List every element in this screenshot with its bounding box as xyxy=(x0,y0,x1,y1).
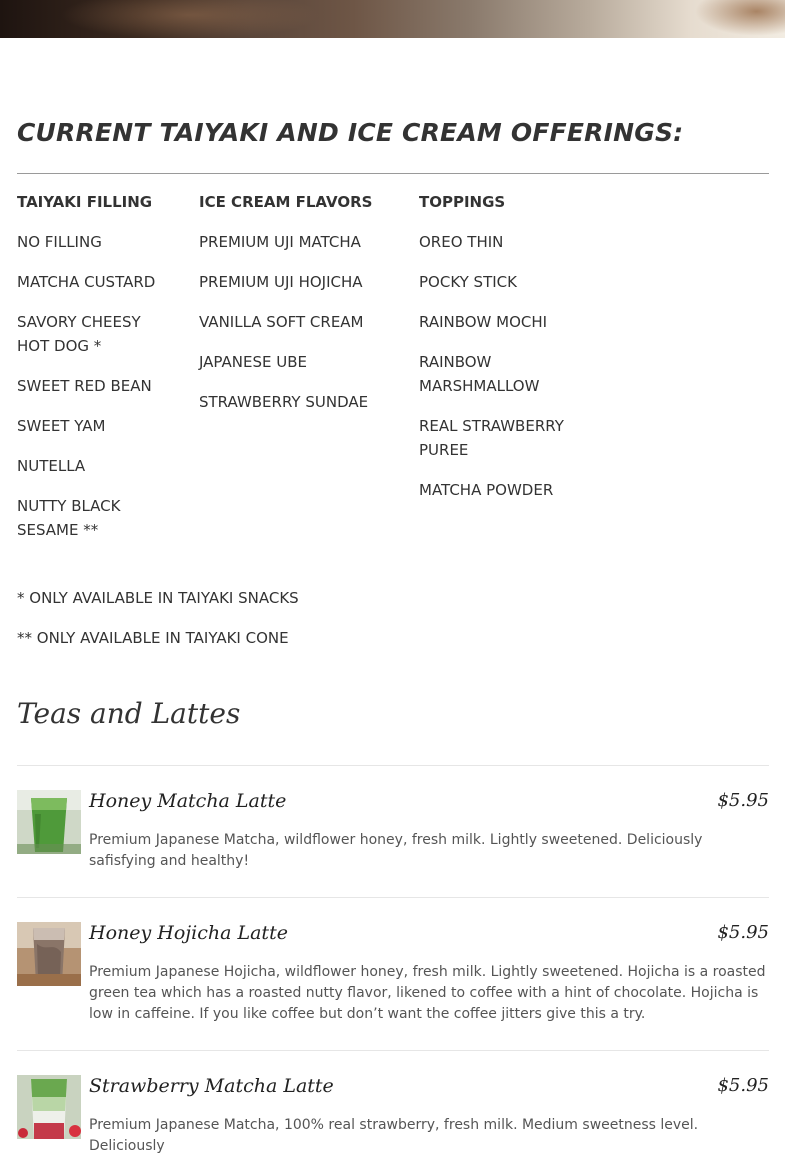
list-item: NUTELLA xyxy=(17,457,86,475)
list-item: REAL STRAWBERRY PUREE xyxy=(419,417,564,459)
menu-item-honey-hojicha-latte[interactable] xyxy=(17,922,769,1032)
hojicha-latte-photo-icon[interactable] xyxy=(17,922,81,986)
list-item: PREMIUM UJI HOJICHA xyxy=(199,273,363,291)
list-item: SWEET RED BEAN xyxy=(17,377,152,395)
item-price: $5.95 xyxy=(717,922,769,943)
column-header: TAIYAKI FILLING xyxy=(17,193,153,211)
list-item: MATCHA CUSTARD xyxy=(17,273,156,291)
column-header: ICE CREAM FLAVORS xyxy=(199,193,373,211)
list-item: POCKY STICK xyxy=(419,273,517,291)
hero-banner-image xyxy=(0,0,785,38)
list-item: RAINBOW MOCHI xyxy=(419,313,548,331)
item-price: $5.95 xyxy=(717,1075,769,1096)
item-description: Premium Japanese Matcha, wildflower honey, fresh milk. Lightly sweetened. Deliciously safisfying and healthy! xyxy=(89,832,703,869)
section-divider xyxy=(17,765,769,766)
item-price: $5.95 xyxy=(717,790,769,811)
column-header: TOPPINGS xyxy=(419,193,506,211)
item-divider xyxy=(17,1050,769,1051)
section-title-teas: Teas and Lattes xyxy=(17,697,241,730)
column-ice-cream-flavors xyxy=(199,190,404,430)
item-description: Premium Japanese Hojicha, wildflower honey, fresh milk. Lightly sweetened. Hojicha is a roasted green tea which has a roasted nutty flavor, likened to coffee with a hint of chocolate. Hojicha is low in caffeine. If you like coffee but don’t want the coffee jitters give this a try. xyxy=(89,964,766,1022)
footnote-snacks: * ONLY AVAILABLE IN TAIYAKI SNACKS xyxy=(17,589,299,607)
column-taiyaki-filling xyxy=(17,190,177,558)
list-item: VANILLA SOFT CREAM xyxy=(199,313,364,331)
list-item: RAINBOW MARSHMALLOW xyxy=(419,353,540,395)
list-item: NO FILLING xyxy=(17,233,102,251)
item-name[interactable]: Strawberry Matcha Latte xyxy=(89,1075,334,1097)
list-item: SWEET YAM xyxy=(17,417,106,435)
list-item: SAVORY CHEESY HOT DOG * xyxy=(17,313,141,355)
list-item: PREMIUM UJI MATCHA xyxy=(199,233,361,251)
strawberry-matcha-photo-icon[interactable] xyxy=(17,1075,81,1139)
item-name[interactable]: Honey Matcha Latte xyxy=(89,790,287,812)
column-toppings xyxy=(419,190,584,518)
menu-item-honey-matcha-latte[interactable] xyxy=(17,790,769,880)
item-description: Premium Japanese Matcha, 100% real strawberry, fresh milk. Medium sweetness level. Deliciously xyxy=(89,1117,699,1154)
offerings-title: CURRENT TAIYAKI AND ICE CREAM OFFERINGS: xyxy=(17,118,684,147)
list-item: OREO THIN xyxy=(419,233,504,251)
matcha-latte-photo-icon[interactable] xyxy=(17,790,81,854)
list-item: STRAWBERRY SUNDAE xyxy=(199,393,369,411)
item-name[interactable]: Honey Hojicha Latte xyxy=(89,922,288,944)
offerings-divider xyxy=(17,173,769,174)
list-item: JAPANESE UBE xyxy=(199,353,307,371)
footnote-cone: ** ONLY AVAILABLE IN TAIYAKI CONE xyxy=(17,629,289,647)
list-item: MATCHA POWDER xyxy=(419,481,554,499)
menu-item-strawberry-matcha-latte[interactable] xyxy=(17,1075,769,1154)
list-item: NUTTY BLACK SESAME ** xyxy=(17,497,121,539)
item-divider xyxy=(17,897,769,898)
